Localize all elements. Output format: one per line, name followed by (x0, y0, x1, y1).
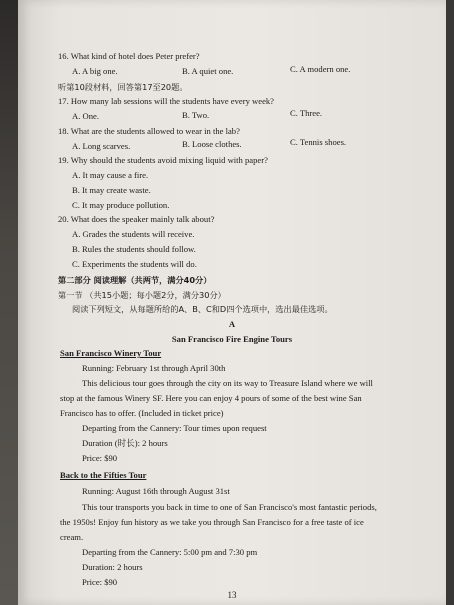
question-19-option-c: C. It may produce pollution. (72, 200, 170, 210)
tour2-desc-line2: the 1950s! Enjoy fun history as we take you through San Francisco for a free taste of ice (60, 517, 364, 527)
question-20-option-b: B. Rules the students should follow. (72, 244, 196, 254)
question-18-option-b: B. Loose clothes. (182, 139, 242, 149)
part2-title: 第二部分 阅读理解（共两节，满分40分） (58, 275, 212, 285)
tour1-duration: Duration (时长): 2 hours (82, 438, 168, 448)
question-19-option-b: B. It may create waste. (72, 185, 151, 195)
tour2-desc-line3: cream. (60, 532, 84, 542)
question-17-option-c: C. Three. (290, 108, 323, 118)
tour1-desc-line3: Francisco has to offer. (Included in ticket price) (60, 408, 224, 418)
question-16-stem: 16. What kind of hotel does Peter prefer? (58, 51, 200, 61)
tour1-desc-line1: This delicious tour goes through the city on its way to Treasure Island where we will (82, 378, 373, 388)
section1-title: 第一节 （共15小题；每小题2分，满分30分） (58, 290, 226, 300)
passage-letter: A (228, 319, 236, 329)
question-17-option-a: A. One. (72, 111, 99, 121)
tour2-price: Price: $90 (82, 577, 118, 587)
question-17-stem: 17. How many lab sessions will the students have every week? (58, 96, 274, 106)
tour2-duration: Duration: 2 hours (82, 562, 143, 572)
tour1-departing: Departing from the Cannery: Tour times upon request (82, 423, 267, 433)
question-18-stem: 18. What are the students allowed to wear in the lab? (58, 126, 240, 136)
exam-page (18, 0, 446, 605)
question-18-option-c: C. Tennis shoes. (290, 137, 347, 147)
listening-instruction: 听第10段材料，回答第17至20题。 (58, 82, 188, 92)
question-19-option-a: A. It may cause a fire. (72, 170, 149, 180)
question-16-option-a: A. A big one. (72, 66, 118, 76)
tour1-desc-line2: stop at the famous Winery SF. Here you can enjoy 4 pours of some of the best wine San (60, 393, 362, 403)
question-20-option-a: A. Grades the students will receive. (72, 229, 195, 239)
tour1-price: Price: $90 (82, 453, 118, 463)
tour2-desc-line1: This tour transports you back in time to one of San Francisco's most fantastic periods, (82, 502, 377, 512)
question-16-option-b: B. A quiet one. (182, 66, 234, 76)
directions: 阅读下列短文，从每题所给的A、B、C和D四个选项中，选出最佳选项。 (72, 304, 333, 314)
tour2-running: Running: August 16th through August 31st (82, 486, 230, 496)
page-shadow-edge (0, 0, 18, 605)
question-19-stem: 19. Why should the students avoid mixing liquid with paper? (58, 155, 268, 165)
question-16-option-c: C. A modern one. (290, 64, 351, 74)
tour2-departing: Departing from the Cannery: 5:00 pm and 7:30 pm (82, 547, 258, 557)
passage-title: San Francisco Fire Engine Tours (171, 334, 293, 344)
question-20-stem: 20. What does the speaker mainly talk about? (58, 214, 215, 224)
tour1-name: San Francisco Winery Tour (60, 348, 162, 358)
page-number: 13 (227, 590, 237, 600)
question-17-option-b: B. Two. (182, 110, 210, 120)
question-20-option-c: C. Experiments the students will do. (72, 259, 197, 269)
tour2-name: Back to the Fifties Tour (60, 470, 147, 480)
tour1-running: Running: February 1st through April 30th (82, 363, 226, 373)
question-18-option-a: A. Long scarves. (72, 141, 131, 151)
